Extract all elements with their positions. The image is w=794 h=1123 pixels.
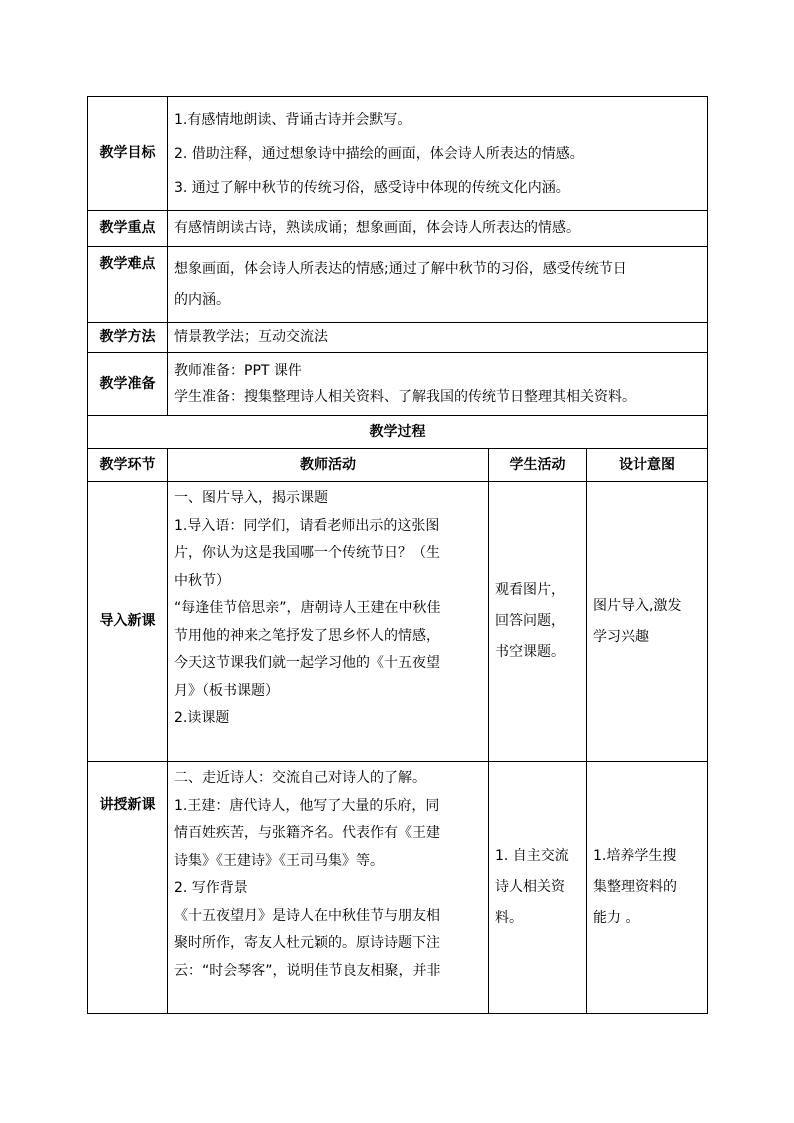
prep-line: 教师准备：PPT 课件 xyxy=(174,363,302,379)
lesson-plan-table xyxy=(87,96,708,1014)
row-process-title xyxy=(88,416,708,449)
row-focus xyxy=(88,211,708,247)
teacher-line: “每逢佳节倍思亲”，唐朝诗人王建在中秋佳 xyxy=(174,600,441,616)
teacher-line: 聚时所作，寄友人杜元颖的。原诗诗题下注 xyxy=(174,935,440,951)
prep-label: 教学准备 xyxy=(88,353,168,416)
design-intent xyxy=(587,482,708,762)
teacher-line: 《十五夜望月》是诗人在中秋佳节与朋友相 xyxy=(174,907,440,924)
focus-label: 教学重点 xyxy=(88,211,168,247)
intent-line: 学习兴趣 xyxy=(593,628,649,645)
prep-content xyxy=(168,353,708,416)
intent-line: 图片导入,激发 xyxy=(593,597,682,614)
prep-line: 学生准备：搜集整理诗人相关资料、了解我国的传统节日整理其相关资料。 xyxy=(174,389,636,405)
teacher-line: 2.读课题 xyxy=(174,710,230,726)
teacher-activity xyxy=(168,482,489,762)
intent-line: 集整理资料的 xyxy=(593,879,677,895)
difficulty-line: 的内涵。 xyxy=(174,291,230,308)
process-title: 教学过程 xyxy=(88,416,708,449)
row-prep xyxy=(88,353,708,416)
student-line: 1. 自主交流 xyxy=(495,848,569,864)
method-label: 教学方法 xyxy=(88,323,168,353)
header-stage: 教学环节 xyxy=(88,449,168,482)
focus-content: 有感情朗读古诗，熟读成诵；想象画面，体会诗人所表达的情感。 xyxy=(168,211,708,247)
goal-content xyxy=(168,97,708,211)
goal-label: 教学目标 xyxy=(88,97,168,211)
goal-line: 2. 借助注释，通过想象诗中描绘的画面，体会诗人所表达的情感。 xyxy=(174,145,584,162)
teacher-line: 月》（板书课题） xyxy=(174,682,279,699)
student-line: 诗人相关资 xyxy=(495,879,565,895)
intent-line: 能力 。 xyxy=(593,910,640,926)
stage-label: 讲授新课 xyxy=(88,762,168,1014)
method-content: 情景教学法；互动交流法 xyxy=(168,323,708,353)
student-activity xyxy=(489,762,587,1014)
goal-line: 3. 通过了解中秋节的传统习俗，感受诗中体现的传统文化内涵。 xyxy=(174,179,570,196)
student-line: 书空课题。 xyxy=(495,644,565,660)
header-teacher: 教师活动 xyxy=(168,449,489,482)
student-activity xyxy=(489,482,587,762)
row-process-headers xyxy=(88,449,708,482)
difficulty-label: 教学难点 xyxy=(88,247,168,323)
row-goal xyxy=(88,97,708,211)
teacher-line: 1.导入语：同学们，请看老师出示的这张图 xyxy=(174,517,440,534)
teacher-line: 片，你认为这是我国哪一个传统节日？（生 xyxy=(174,545,440,561)
teacher-line: 中秋节） xyxy=(174,572,230,589)
intent-line: 1.培养学生搜 xyxy=(593,848,677,864)
teacher-line: 1.王建：唐代诗人，他写了大量的乐府，同 xyxy=(174,797,440,814)
teacher-line: 情百姓疾苦，与张籍齐名。代表作有《王建 xyxy=(174,825,440,841)
header-student: 学生活动 xyxy=(489,449,587,482)
teacher-line: 2. 写作背景 xyxy=(174,880,248,896)
row-section-intro xyxy=(88,482,708,762)
teacher-line: 节用他的神来之笔抒发了思乡怀人的情感， xyxy=(174,627,440,644)
row-difficulty xyxy=(88,247,708,323)
student-line: 观看图片， xyxy=(495,582,565,598)
goal-line: 1.有感情地朗读、背诵古诗并会默写。 xyxy=(174,111,412,128)
difficulty-line: 想象画面，体会诗人所表达的情感;通过了解中秋节的习俗，感受传统节日 xyxy=(174,260,627,277)
design-intent xyxy=(587,762,708,1014)
teacher-line: 二、走近诗人：交流自己对诗人的了解。 xyxy=(174,770,426,786)
student-line: 回答问题， xyxy=(495,613,565,629)
difficulty-content xyxy=(168,247,708,323)
row-method xyxy=(88,323,708,353)
teacher-line: 云：“时会琴客”，说明佳节良友相聚，并非 xyxy=(174,962,441,979)
teacher-line: 今天这节课我们就一起学习他的《十五夜望 xyxy=(174,655,440,671)
teacher-line: 诗集》《王建诗》《王司马集》等。 xyxy=(174,852,384,869)
student-line: 料。 xyxy=(495,910,523,926)
header-intent: 设计意图 xyxy=(587,449,708,482)
row-section-teach xyxy=(88,762,708,1014)
stage-label: 导入新课 xyxy=(88,482,168,762)
teacher-activity xyxy=(168,762,489,1014)
teacher-line: 一、图片导入，揭示课题 xyxy=(174,490,328,506)
